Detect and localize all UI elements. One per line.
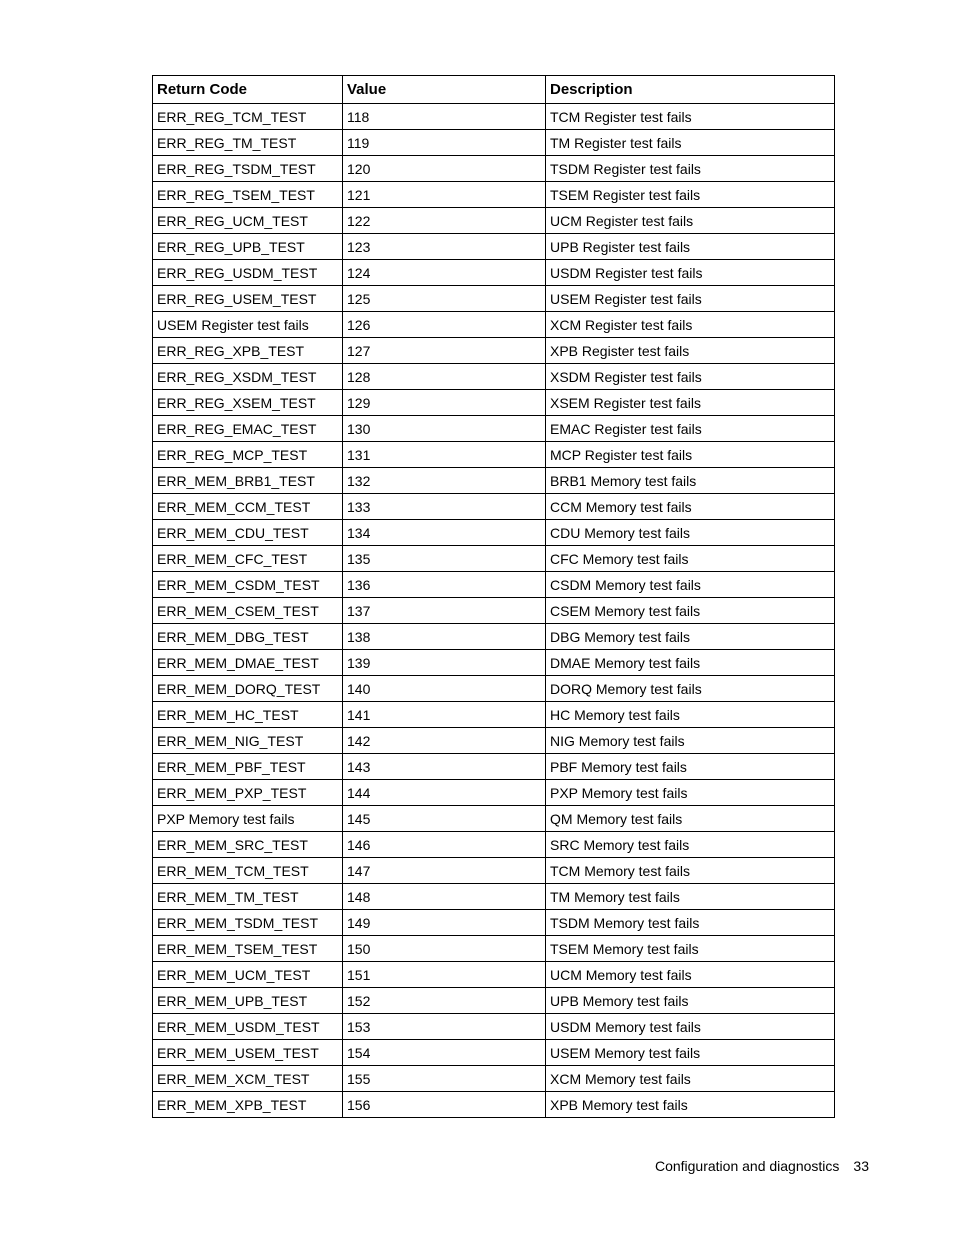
table-row xyxy=(153,520,835,546)
cell-value: 137 xyxy=(343,598,546,624)
cell-return-code: ERR_MEM_HC_TEST xyxy=(153,702,343,728)
page-footer xyxy=(655,1158,869,1174)
table-row xyxy=(153,1092,835,1118)
table-row xyxy=(153,806,835,832)
cell-return-code: ERR_MEM_PBF_TEST xyxy=(153,754,343,780)
cell-value: 148 xyxy=(343,884,546,910)
table-row xyxy=(153,494,835,520)
cell-description: PBF Memory test fails xyxy=(546,754,835,780)
cell-value: 135 xyxy=(343,546,546,572)
cell-value: 140 xyxy=(343,676,546,702)
cell-description: QM Memory test fails xyxy=(546,806,835,832)
return-code-table xyxy=(152,75,835,1118)
cell-value: 131 xyxy=(343,442,546,468)
footer-section-title: Configuration and diagnostics xyxy=(654,1158,840,1174)
cell-description: BRB1 Memory test fails xyxy=(546,468,835,494)
cell-return-code: ERR_MEM_CCM_TEST xyxy=(153,494,343,520)
table-row xyxy=(153,182,835,208)
cell-description: CCM Memory test fails xyxy=(546,494,835,520)
table-row xyxy=(153,234,835,260)
table-row xyxy=(153,728,835,754)
cell-value: 141 xyxy=(343,702,546,728)
cell-value: 143 xyxy=(343,754,546,780)
cell-return-code: ERR_REG_XSDM_TEST xyxy=(153,364,343,390)
cell-value: 118 xyxy=(343,104,546,130)
cell-return-code: ERR_REG_TSEM_TEST xyxy=(153,182,343,208)
table-row xyxy=(153,572,835,598)
table-row xyxy=(153,468,835,494)
cell-description: PXP Memory test fails xyxy=(546,780,835,806)
cell-description: DORQ Memory test fails xyxy=(546,676,835,702)
cell-description: CSDM Memory test fails xyxy=(546,572,835,598)
cell-description: UCM Memory test fails xyxy=(546,962,835,988)
cell-value: 121 xyxy=(343,182,546,208)
header-return-code: Return Code xyxy=(153,76,343,104)
cell-return-code: ERR_MEM_DORQ_TEST xyxy=(153,676,343,702)
cell-description: TSEM Register test fails xyxy=(546,182,835,208)
cell-description: XCM Register test fails xyxy=(546,312,835,338)
cell-value: 152 xyxy=(343,988,546,1014)
header-value: Value xyxy=(343,76,546,104)
cell-return-code: ERR_REG_MCP_TEST xyxy=(153,442,343,468)
table-row xyxy=(153,260,835,286)
cell-description: XPB Memory test fails xyxy=(546,1092,835,1118)
cell-return-code: ERR_MEM_SRC_TEST xyxy=(153,832,343,858)
table-row xyxy=(153,338,835,364)
table-row xyxy=(153,312,835,338)
cell-description: XCM Memory test fails xyxy=(546,1066,835,1092)
cell-description: UPB Memory test fails xyxy=(546,988,835,1014)
cell-description: USDM Register test fails xyxy=(546,260,835,286)
cell-description: TSDM Register test fails xyxy=(546,156,835,182)
cell-return-code: ERR_MEM_DMAE_TEST xyxy=(153,650,343,676)
cell-return-code: ERR_MEM_TM_TEST xyxy=(153,884,343,910)
table-row xyxy=(153,416,835,442)
cell-return-code: ERR_MEM_XCM_TEST xyxy=(153,1066,343,1092)
cell-description: TM Memory test fails xyxy=(546,884,835,910)
table-row xyxy=(153,442,835,468)
page-number: 33 xyxy=(853,1158,869,1174)
table-body xyxy=(153,104,835,1118)
cell-value: 127 xyxy=(343,338,546,364)
cell-return-code: ERR_REG_TSDM_TEST xyxy=(153,156,343,182)
cell-value: 153 xyxy=(343,1014,546,1040)
cell-value: 136 xyxy=(343,572,546,598)
cell-value: 138 xyxy=(343,624,546,650)
cell-return-code: ERR_REG_TM_TEST xyxy=(153,130,343,156)
table-row xyxy=(153,858,835,884)
table-row xyxy=(153,884,835,910)
cell-return-code: ERR_REG_XPB_TEST xyxy=(153,338,343,364)
cell-value: 123 xyxy=(343,234,546,260)
cell-description: CSEM Memory test fails xyxy=(546,598,835,624)
table-row xyxy=(153,1066,835,1092)
cell-value: 124 xyxy=(343,260,546,286)
table-row xyxy=(153,130,835,156)
table-row xyxy=(153,780,835,806)
cell-return-code: ERR_MEM_UCM_TEST xyxy=(153,962,343,988)
cell-value: 149 xyxy=(343,910,546,936)
cell-return-code: ERR_MEM_CDU_TEST xyxy=(153,520,343,546)
cell-return-code: ERR_MEM_DBG_TEST xyxy=(153,624,343,650)
table-row xyxy=(153,676,835,702)
cell-description: TM Register test fails xyxy=(546,130,835,156)
table-row xyxy=(153,962,835,988)
table-row xyxy=(153,364,835,390)
table-row xyxy=(153,754,835,780)
cell-description: XSEM Register test fails xyxy=(546,390,835,416)
cell-return-code: ERR_MEM_CSEM_TEST xyxy=(153,598,343,624)
cell-value: 122 xyxy=(343,208,546,234)
cell-description: USDM Memory test fails xyxy=(546,1014,835,1040)
cell-return-code: ERR_MEM_CFC_TEST xyxy=(153,546,343,572)
cell-description: XPB Register test fails xyxy=(546,338,835,364)
cell-value: 146 xyxy=(343,832,546,858)
cell-value: 154 xyxy=(343,1040,546,1066)
cell-description: TCM Memory test fails xyxy=(546,858,835,884)
cell-return-code: ERR_MEM_NIG_TEST xyxy=(153,728,343,754)
cell-return-code: ERR_MEM_XPB_TEST xyxy=(153,1092,343,1118)
cell-return-code: ERR_REG_USEM_TEST xyxy=(153,286,343,312)
cell-return-code: ERR_REG_USDM_TEST xyxy=(153,260,343,286)
cell-return-code: ERR_REG_TCM_TEST xyxy=(153,104,343,130)
cell-description: UPB Register test fails xyxy=(546,234,835,260)
cell-value: 129 xyxy=(343,390,546,416)
cell-description: TSDM Memory test fails xyxy=(546,910,835,936)
cell-value: 120 xyxy=(343,156,546,182)
cell-return-code: ERR_MEM_USDM_TEST xyxy=(153,1014,343,1040)
cell-description: UCM Register test fails xyxy=(546,208,835,234)
cell-return-code: ERR_MEM_USEM_TEST xyxy=(153,1040,343,1066)
table-row xyxy=(153,286,835,312)
table-row xyxy=(153,598,835,624)
cell-return-code: ERR_MEM_CSDM_TEST xyxy=(153,572,343,598)
table-row xyxy=(153,910,835,936)
cell-description: DBG Memory test fails xyxy=(546,624,835,650)
cell-value: 156 xyxy=(343,1092,546,1118)
cell-return-code: ERR_REG_XSEM_TEST xyxy=(153,390,343,416)
cell-return-code: ERR_REG_UPB_TEST xyxy=(153,234,343,260)
cell-description: CFC Memory test fails xyxy=(546,546,835,572)
cell-value: 147 xyxy=(343,858,546,884)
cell-return-code: USEM Register test fails xyxy=(153,312,343,338)
cell-return-code: ERR_MEM_TSEM_TEST xyxy=(153,936,343,962)
cell-value: 142 xyxy=(343,728,546,754)
cell-value: 134 xyxy=(343,520,546,546)
cell-value: 128 xyxy=(343,364,546,390)
cell-description: XSDM Register test fails xyxy=(546,364,835,390)
cell-return-code: ERR_MEM_UPB_TEST xyxy=(153,988,343,1014)
cell-description: TSEM Memory test fails xyxy=(546,936,835,962)
cell-return-code: ERR_MEM_PXP_TEST xyxy=(153,780,343,806)
table-row xyxy=(153,1014,835,1040)
table-row xyxy=(153,546,835,572)
cell-description: EMAC Register test fails xyxy=(546,416,835,442)
cell-description: TCM Register test fails xyxy=(546,104,835,130)
cell-description: SRC Memory test fails xyxy=(546,832,835,858)
table-row xyxy=(153,624,835,650)
table-row xyxy=(153,156,835,182)
cell-description: CDU Memory test fails xyxy=(546,520,835,546)
table-row xyxy=(153,702,835,728)
table-header-row xyxy=(153,76,835,104)
cell-return-code: ERR_REG_EMAC_TEST xyxy=(153,416,343,442)
cell-return-code: ERR_MEM_TSDM_TEST xyxy=(153,910,343,936)
cell-return-code: PXP Memory test fails xyxy=(153,806,343,832)
cell-description: USEM Register test fails xyxy=(546,286,835,312)
cell-value: 151 xyxy=(343,962,546,988)
cell-description: MCP Register test fails xyxy=(546,442,835,468)
table-row xyxy=(153,390,835,416)
cell-value: 130 xyxy=(343,416,546,442)
table-row xyxy=(153,104,835,130)
cell-value: 150 xyxy=(343,936,546,962)
cell-value: 145 xyxy=(343,806,546,832)
cell-description: USEM Memory test fails xyxy=(546,1040,835,1066)
cell-return-code: ERR_MEM_TCM_TEST xyxy=(153,858,343,884)
cell-value: 144 xyxy=(343,780,546,806)
cell-value: 125 xyxy=(343,286,546,312)
cell-value: 119 xyxy=(343,130,546,156)
cell-value: 133 xyxy=(343,494,546,520)
table-row xyxy=(153,650,835,676)
cell-description: NIG Memory test fails xyxy=(546,728,835,754)
table-row xyxy=(153,988,835,1014)
cell-description: HC Memory test fails xyxy=(546,702,835,728)
cell-value: 132 xyxy=(343,468,546,494)
cell-value: 139 xyxy=(343,650,546,676)
cell-return-code: ERR_MEM_BRB1_TEST xyxy=(153,468,343,494)
header-description: Description xyxy=(546,76,835,104)
table-row xyxy=(153,832,835,858)
table-row xyxy=(153,1040,835,1066)
table-row xyxy=(153,208,835,234)
cell-description: DMAE Memory test fails xyxy=(546,650,835,676)
cell-value: 155 xyxy=(343,1066,546,1092)
table-row xyxy=(153,936,835,962)
cell-value: 126 xyxy=(343,312,546,338)
cell-return-code: ERR_REG_UCM_TEST xyxy=(153,208,343,234)
